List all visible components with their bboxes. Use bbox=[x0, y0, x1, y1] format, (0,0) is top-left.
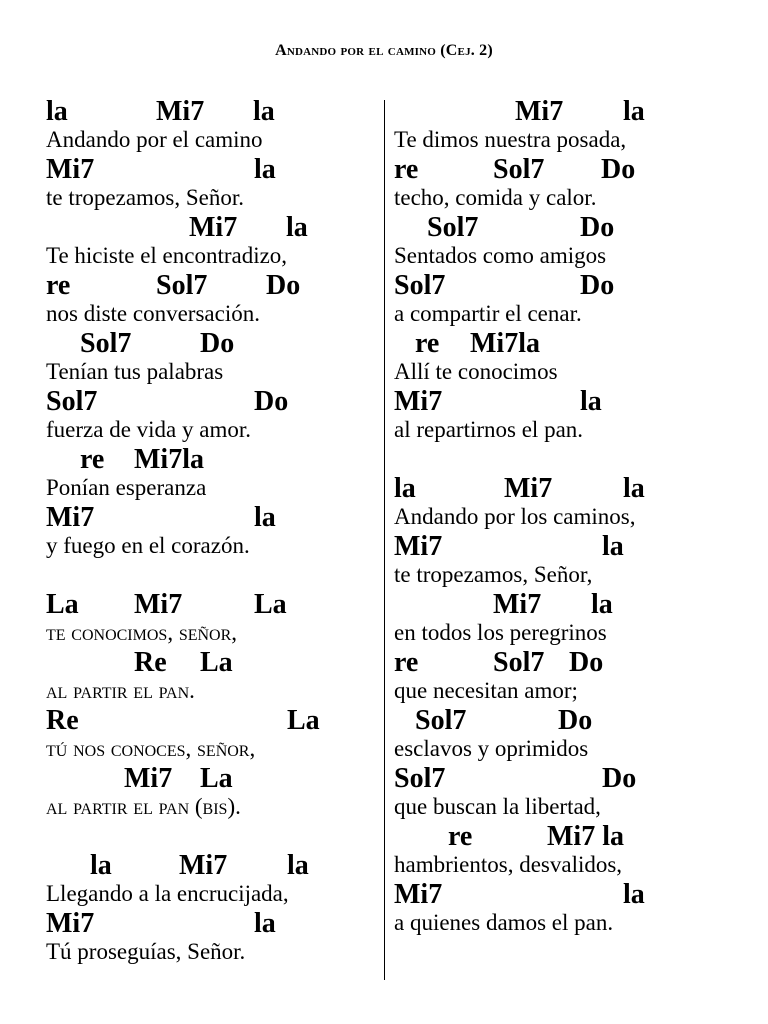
chord: la bbox=[602, 531, 624, 562]
chord: Mi7 bbox=[394, 879, 443, 910]
chord: La bbox=[287, 705, 320, 736]
chord: Do bbox=[580, 212, 615, 243]
chord: Re bbox=[46, 705, 79, 736]
stanza-gap bbox=[394, 444, 744, 473]
chord: Do bbox=[569, 647, 604, 678]
chord-line bbox=[394, 154, 744, 183]
chord: Mi7 bbox=[46, 908, 95, 939]
chord-line bbox=[46, 850, 376, 879]
chord: Sol7 bbox=[415, 705, 467, 736]
chord-line bbox=[394, 386, 744, 415]
chord: re bbox=[394, 154, 419, 185]
chord: la bbox=[394, 473, 416, 504]
lyric-line: hambrientos, desvalidos, bbox=[394, 852, 623, 877]
lyric-line: a compartir el cenar. bbox=[394, 301, 582, 326]
chord-line bbox=[394, 473, 744, 502]
chord: re bbox=[46, 270, 71, 301]
chord-line bbox=[394, 328, 744, 357]
chord: la bbox=[591, 589, 613, 620]
chord-line bbox=[46, 154, 376, 183]
chord: La bbox=[46, 589, 79, 620]
chord: re bbox=[394, 647, 419, 678]
chord-line bbox=[46, 763, 376, 792]
chord: la bbox=[623, 473, 645, 504]
lyric-line: Ponían esperanza bbox=[46, 475, 207, 500]
lyric-line: a quienes damos el pan. bbox=[394, 910, 614, 935]
chorus-lyric-line: te conocimos, señor, bbox=[46, 620, 238, 645]
lyric-line: Allí te conocimos bbox=[394, 359, 558, 384]
chorus-lyric-line: al partir el pan. bbox=[46, 678, 195, 703]
chord: Mi7la bbox=[134, 444, 204, 475]
right-column bbox=[394, 96, 744, 937]
lyric-line: Andando por los caminos, bbox=[394, 504, 636, 529]
chord-line bbox=[46, 212, 376, 241]
chord: la bbox=[286, 212, 308, 243]
chord: Do bbox=[558, 705, 593, 736]
lyric-line: te tropezamos, Señor. bbox=[46, 185, 245, 210]
lyric-line: te tropezamos, Señor, bbox=[394, 562, 593, 587]
chord-line bbox=[46, 386, 376, 415]
chord-line bbox=[394, 879, 744, 908]
chord: la bbox=[254, 908, 276, 939]
chord: re bbox=[448, 821, 473, 852]
chord: Mi7 bbox=[124, 763, 173, 794]
chord: La bbox=[254, 589, 287, 620]
chord: Do bbox=[602, 763, 637, 794]
chord-line bbox=[394, 96, 744, 125]
chord: Do bbox=[254, 386, 289, 417]
chord-line bbox=[46, 328, 376, 357]
chord-line bbox=[394, 589, 744, 618]
lyric-line: Te dimos nuestra posada, bbox=[394, 127, 627, 152]
chord: Mi7 bbox=[156, 96, 205, 127]
chord-line bbox=[46, 647, 376, 676]
chord: Mi7 la bbox=[547, 821, 624, 852]
chord: Sol7 bbox=[156, 270, 208, 301]
chord: Mi7la bbox=[470, 328, 540, 359]
column-divider bbox=[384, 100, 385, 980]
chord-line bbox=[46, 444, 376, 473]
chord: Mi7 bbox=[134, 589, 183, 620]
chorus-lyric-line: al partir el pan (bis). bbox=[46, 794, 241, 819]
lyric-line: Tú proseguías, Señor. bbox=[46, 939, 246, 964]
chord-line bbox=[394, 531, 744, 560]
chord: Mi7 bbox=[46, 154, 95, 185]
chord: Mi7 bbox=[179, 850, 228, 881]
chord-line bbox=[46, 96, 376, 125]
chord: Do bbox=[580, 270, 615, 301]
chord: Sol7 bbox=[493, 647, 545, 678]
chord: Mi7 bbox=[189, 212, 238, 243]
chord-line bbox=[394, 821, 744, 850]
lyric-line: Andando por el camino bbox=[46, 127, 263, 152]
chord: la bbox=[623, 96, 645, 127]
chorus-lyric-line: tú nos conoces, señor, bbox=[46, 736, 256, 761]
lyric-line: Te hiciste el encontradizo, bbox=[46, 243, 288, 268]
lyric-line: Sentados como amigos bbox=[394, 243, 607, 268]
chord: re bbox=[80, 444, 105, 475]
stanza-gap bbox=[46, 560, 376, 589]
lyric-line: nos diste conversación. bbox=[46, 301, 260, 326]
song-title: Andando por el camino (Cej. 2) bbox=[275, 42, 493, 59]
chord-line bbox=[394, 647, 744, 676]
chord: Sol7 bbox=[80, 328, 132, 359]
chord: Sol7 bbox=[394, 763, 446, 794]
chord: Mi7 bbox=[515, 96, 564, 127]
chord-line bbox=[46, 502, 376, 531]
chord: La bbox=[200, 647, 233, 678]
lyric-line: esclavos y oprimidos bbox=[394, 736, 589, 761]
chord-line bbox=[394, 705, 744, 734]
chord-line bbox=[394, 212, 744, 241]
lyric-line: y fuego en el corazón. bbox=[46, 533, 250, 558]
chord: la bbox=[287, 850, 309, 881]
lyric-line: que buscan la libertad, bbox=[394, 794, 601, 819]
chord: Do bbox=[601, 154, 636, 185]
chord-line bbox=[46, 270, 376, 299]
chord: la bbox=[580, 386, 602, 417]
chord: la bbox=[90, 850, 112, 881]
left-column bbox=[46, 96, 376, 966]
chord: Sol7 bbox=[46, 386, 98, 417]
chord: Do bbox=[266, 270, 301, 301]
chord: re bbox=[415, 328, 440, 359]
chord: la bbox=[253, 96, 275, 127]
chord: la bbox=[254, 154, 276, 185]
chord: Sol7 bbox=[394, 270, 446, 301]
lyric-line: en todos los peregrinos bbox=[394, 620, 607, 645]
chord: Sol7 bbox=[493, 154, 545, 185]
chord-line bbox=[394, 270, 744, 299]
lyric-line: Llegando a la encrucijada, bbox=[46, 881, 289, 906]
chord-line bbox=[46, 589, 376, 618]
chord: la bbox=[623, 879, 645, 910]
chord-line bbox=[394, 763, 744, 792]
chord: La bbox=[200, 763, 233, 794]
chord: la bbox=[254, 502, 276, 533]
chord: la bbox=[46, 96, 68, 127]
chord: Do bbox=[200, 328, 235, 359]
lyric-line: fuerza de vida y amor. bbox=[46, 417, 251, 442]
chord: Sol7 bbox=[427, 212, 479, 243]
chord-line bbox=[46, 908, 376, 937]
chord: Mi7 bbox=[394, 386, 443, 417]
chord: Mi7 bbox=[493, 589, 542, 620]
chord: Mi7 bbox=[46, 502, 95, 533]
chord: Re bbox=[134, 647, 167, 678]
chord: Mi7 bbox=[504, 473, 553, 504]
lyric-line: que necesitan amor; bbox=[394, 678, 578, 703]
lyric-line: Tenían tus palabras bbox=[46, 359, 224, 384]
lyric-line: techo, comida y calor. bbox=[394, 185, 597, 210]
chord-line bbox=[46, 705, 376, 734]
lyric-line: al repartirnos el pan. bbox=[394, 417, 584, 442]
stanza-gap bbox=[46, 821, 376, 850]
chord: Mi7 bbox=[394, 531, 443, 562]
